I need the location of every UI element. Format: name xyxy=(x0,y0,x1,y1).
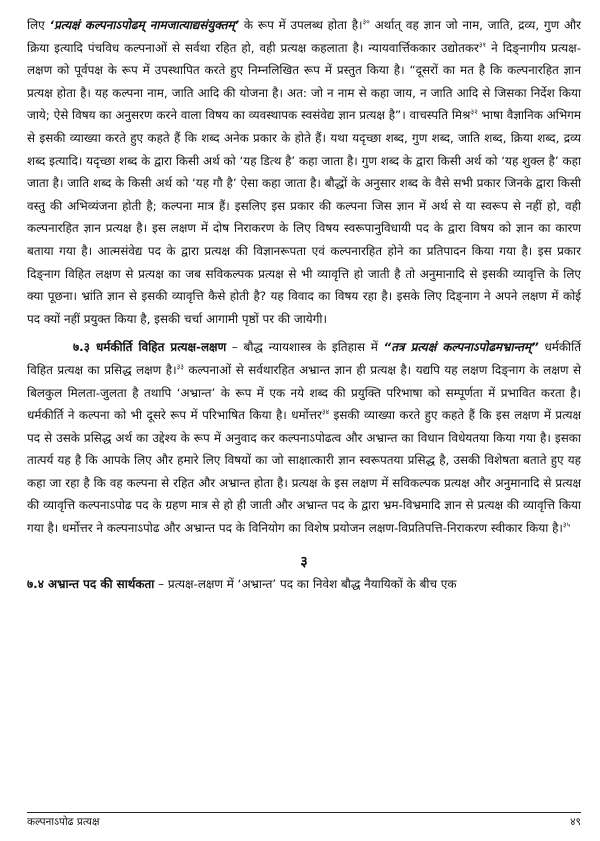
footnote-ref-33[interactable]: ३३ xyxy=(176,362,184,371)
text-run: के रूप में उपलब्ध होता है। xyxy=(239,18,363,32)
section-separator: ३ xyxy=(300,553,308,570)
text-run: ने दिङ्नागीय प्रत्यक्ष-लक्षण को पूर्वपक्ष के रूप में उपस्थापित करते हुए निम्नलिखित रूप में प्रस्तुत किया है। “दूसरों का मत है कि कल्पनारहित ज्ञान प्रत्यक्ष होता है। यह कल्पना नाम, जाति आदि की योजना है। अत: जो न नाम से कहा जाय, न जाति आदि से जिसका निर्देश किया जाये; ऐसे विषय का अनुसरण करने वाला विषय का व्यवस्थापक स्वसंवेद्य ज्ञान प्रत्यक्ष है”। वाचस्पति मिश्र xyxy=(27,40,581,123)
section-7-3 xyxy=(27,336,581,539)
footnote-ref-30[interactable]: ३० xyxy=(362,18,370,27)
running-title: कल्पनाऽपोढ प्रत्यक्ष xyxy=(27,816,100,828)
text-run: इसकी व्याख्या करते हुए कहते हैं कि इस लक्षण में प्रत्यक्ष पद से उसके प्रसिद्ध अर्थ का उद्देश्य के रूप में अनुवाद कर कल्पनाऽपोढत्व और अभ्रान्त का विधान विधेयतया किया गया है। इसका तात्पर्य यह है कि आपके लिए और हमारे लिए विषयों का जो साक्षात्कारी ज्ञान स्वरूपतया प्रसिद्ध है, उसकी विशेषता बताते हुए यह कहा जा रहा है कि वह कल्पना से रहित और अभ्रान्त होता है। प्रत्यक्ष के इस लक्षण में सविकल्पक प्रत्यक्ष और अनुमानादि से प्रत्यक्ष की व्यावृत्ति कल्पनाऽपोढ पद के ग्रहण मात्र से हो ही जाती और अभ्रान्त पद के द्वारा भ्रम-विभ्रमादि ज्ञान से प्रत्यक्ष की व्यावृत्ति किया गया है। धर्मोत्तर ने कल्पनाऽपोढ और अभ्रान्त पद के विनियोग का विशेष प्रयोजन लक्षण-विप्रतिपत्ति-निराकरण स्वीकार किया है। xyxy=(27,408,581,536)
text-run: अर्थात् वह ज्ञान जो नाम, जाति, द्रव्य, गुण और क्रिया इत्यादि पंचविध कल्पनाओं से सर्वथा रहित हो, वही प्रत्यक्ष कहलाता है। न्यायवार्त्तिककार उद्योतकर xyxy=(27,18,582,55)
text-run: – प्रत्यक्ष-लक्षण में ‘अभ्रान्त’ पद का निवेश बौद्ध नैयायिकों के बीच एक xyxy=(154,576,457,591)
footnote-ref-32[interactable]: ३२ xyxy=(470,108,478,117)
footer-divider xyxy=(27,812,581,813)
section-heading-7-4: ७.४ अभ्रान्त पद की सार्थकता xyxy=(27,576,155,591)
paragraph-dignaga xyxy=(27,14,581,330)
footnote-ref-31[interactable]: ३१ xyxy=(478,40,487,49)
text-run: लिए xyxy=(27,18,50,32)
section-heading-7-3: ७.३ धर्मकीर्ति विहित प्रत्यक्ष-लक्षण xyxy=(73,340,227,355)
page-footer xyxy=(27,815,581,829)
text-run: कल्पनाओं से सर्वथारहित अभ्रान्त ज्ञान ही प्रत्यक्ष है। यद्यपि यह लक्षण दिङ्नाग के लक्षण से बिलकुल मिलता-जुलता है तथापि ‘अभ्रान्त’ के रूप में एक नये शब्द की प्रयुक्ति परिभाषा को सम्पूर्णता में प्रभावित करता है। धर्मकीर्ति ने कल्पना को भी दूसरे रूप में परिभाषित किया है। धर्मोत्तर xyxy=(27,362,581,423)
text-run: – बौद्ध न्यायशास्त्र के इतिहास में xyxy=(226,340,384,355)
footnote-ref-35[interactable]: ३५ xyxy=(562,521,571,530)
footnote-ref-34[interactable]: ३४ xyxy=(321,408,330,417)
text-run: धर्मकीर्ति विहित प्रत्यक्ष का प्रसिद्ध लक्षण है। xyxy=(27,340,581,377)
page-body xyxy=(27,14,581,595)
text-run: भाषा वैज्ञानिक अभिगम से इसकी व्याख्या करते हुए कहते हैं कि शब्द अनेक प्रकार के होते हैं। यथा यदृच्छा शब्द, गुण शब्द, जाति शब्द, क्रिया शब्द, द्रव्य शब्द इत्यादि। यदृच्छा शब्द के द्वारा किसी अर्थ को ‘यह डित्थ है’ कहा जाता है। गुण शब्द के द्वारा किसी अर्थ को ‘यह शुक्ल है’ कहा जाता है। जाति शब्द के किसी अर्थ को ‘यह गौ है’ ऐसा कहा जाता है। बौद्धों के अनुसार शब्द के वैसे सभी प्रकार जिनके द्वारा किसी वस्तु की अभिव्यंजना होती है; कल्पना मात्र हैं। इसलिए इस प्रकार की कल्पना जिस ज्ञान में अर्थ से या स्वरूप से नहीं हो, वही कल्पनारहित ज्ञान प्रत्यक्ष है। इस लक्षण में दोष निराकरण के लिए विषय स्वरूपानुविधायी पद के द्वारा विषय को ज्ञान का कारण बताया गया है। आत्मसंवेद्य पद के द्वारा प्रत्यक्ष की विज्ञानरूपता एवं कल्पनारहित होने का प्रतिपादन किया गया है। इस प्रकार दिङ्नाग विहित लक्षण से प्रत्यक्ष का जब सविकल्पक प्रत्यक्ष से भी व्यावृत्ति हो जाती है तो अनुमानादि से इसकी व्यावृत्ति के लिए क्या पूछना। भ्रांति ज्ञान से इसकी व्यावृत्ति कैसे होती है? यह विवाद का विषय रहा है। इसके लिए दिङ्नाग ने अपने लक्षण में कोई पद क्यों नहीं प्रयुक्त किया है, इसकी चर्चा आगामी पृष्ठों पर की जायेगी। xyxy=(27,108,581,326)
section-7-4 xyxy=(27,573,581,596)
sanskrit-quote: “तत्र प्रत्यक्षं कल्पनाऽपोढमभ्रान्तम्” xyxy=(383,340,539,355)
sanskrit-quote: ‘प्रत्यक्षं कल्पनाऽपोढम् नामजात्याद्यसंयुक्तम्’ xyxy=(49,18,240,32)
page-number: ४९ xyxy=(570,816,581,828)
